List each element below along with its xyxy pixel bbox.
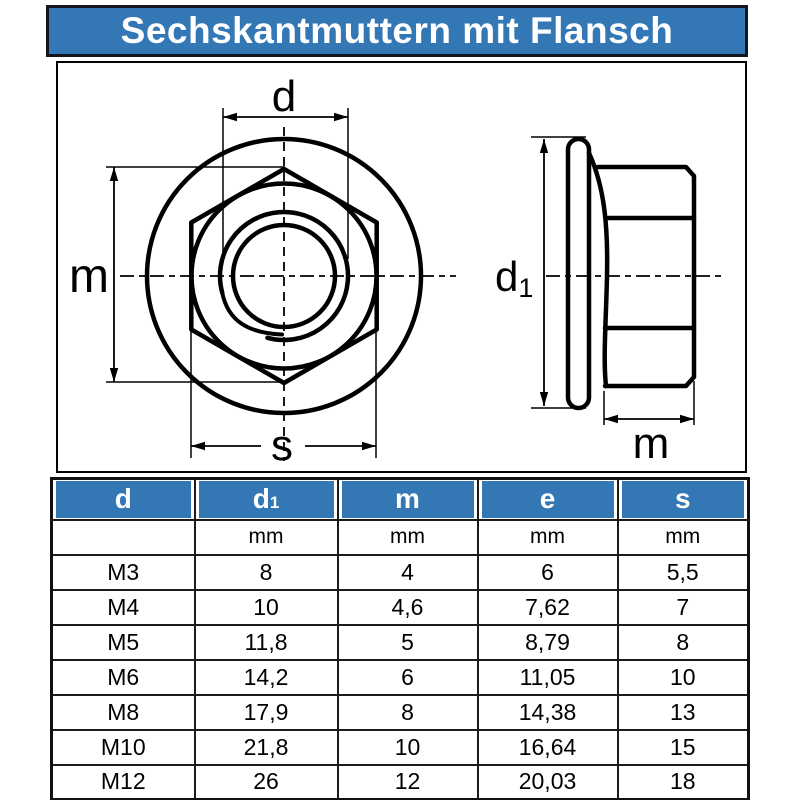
- table-cell: 17,9: [195, 695, 338, 730]
- table-cell: 7: [618, 590, 749, 625]
- d-arrow-right: [334, 113, 348, 121]
- table-row-m12: [52, 765, 749, 800]
- table-row-m8: [52, 695, 749, 730]
- table-cell: M10: [52, 730, 195, 765]
- units-cell: [52, 520, 195, 555]
- table-cell: 21,8: [195, 730, 338, 765]
- table-cell: 8: [195, 555, 338, 590]
- units-cell: mm: [338, 520, 478, 555]
- table-row-m6: [52, 660, 749, 695]
- table-cell: 5,5: [618, 555, 749, 590]
- table-cell: 4,6: [338, 590, 478, 625]
- flange-cone-curve: [589, 153, 607, 386]
- s-arrow-left: [191, 442, 205, 450]
- dim-label-d1: d1: [495, 253, 534, 303]
- table-cell: 11,05: [478, 660, 618, 695]
- table-row-m10: [52, 730, 749, 765]
- technical-drawing: [58, 63, 745, 471]
- table-cell: 4: [338, 555, 478, 590]
- table-cell: M3: [52, 555, 195, 590]
- table-cell: M12: [52, 765, 195, 800]
- table-header-cell-e: e: [478, 479, 618, 520]
- side-m-arrow-right: [680, 415, 694, 423]
- table-cell: M4: [52, 590, 195, 625]
- table-cell: 6: [338, 660, 478, 695]
- table-cell: 11,8: [195, 625, 338, 660]
- table-cell: 8: [338, 695, 478, 730]
- d-arrow-left: [223, 113, 237, 121]
- front-view: [69, 72, 456, 470]
- table-cell: 12: [338, 765, 478, 800]
- table-cell: 10: [338, 730, 478, 765]
- s-arrow-right: [362, 442, 376, 450]
- table-cell: 16,64: [478, 730, 618, 765]
- table-cell: 7,62: [478, 590, 618, 625]
- m-arrow-top: [110, 167, 118, 181]
- table-header-cell-d: d: [52, 479, 195, 520]
- table-cell: 26: [195, 765, 338, 800]
- dim-label-d: d: [271, 72, 297, 121]
- table-cell: 8: [618, 625, 749, 660]
- units-cell: mm: [478, 520, 618, 555]
- table-header-cell-d1: d 1: [195, 479, 338, 520]
- table-cell: 10: [618, 660, 749, 695]
- page-title: Sechskantmuttern mit Flansch: [120, 10, 674, 51]
- units-cell: mm: [195, 520, 338, 555]
- table-cell: 15: [618, 730, 749, 765]
- table-header-row: [52, 479, 749, 520]
- table-cell: 10: [195, 590, 338, 625]
- dim-label-m-side: m: [632, 419, 670, 468]
- table-cell: 13: [618, 695, 749, 730]
- table-cell: 14,38: [478, 695, 618, 730]
- table-cell: 18: [618, 765, 749, 800]
- table-row-m4: [52, 590, 749, 625]
- table-row-m3: [52, 555, 749, 590]
- m-arrow-bottom: [110, 368, 118, 382]
- side-m-arrow-left: [604, 415, 618, 423]
- table-cell: 20,03: [478, 765, 618, 800]
- table-cell: 8,79: [478, 625, 618, 660]
- table-cell: M5: [52, 625, 195, 660]
- dimension-table: [50, 477, 750, 800]
- dim-label-s: s: [271, 421, 293, 470]
- dim-label-m-front: m: [69, 250, 109, 303]
- table-header-cell-m: m: [338, 479, 478, 520]
- drawing-box: [56, 61, 747, 473]
- table-cell: 6: [478, 555, 618, 590]
- table-cell: 14,2: [195, 660, 338, 695]
- table-cell: M6: [52, 660, 195, 695]
- flange-disc-profile: [568, 139, 589, 408]
- d1-arrow-bottom: [540, 392, 548, 406]
- table-cell: M8: [52, 695, 195, 730]
- table-cell: 5: [338, 625, 478, 660]
- table-units-row: [52, 520, 749, 555]
- d1-arrow-top: [540, 139, 548, 153]
- units-cell: mm: [618, 520, 749, 555]
- table-row-m5: [52, 625, 749, 660]
- side-view: [495, 137, 724, 468]
- table-header-cell-s: s: [618, 479, 749, 520]
- title-bar: [46, 5, 748, 57]
